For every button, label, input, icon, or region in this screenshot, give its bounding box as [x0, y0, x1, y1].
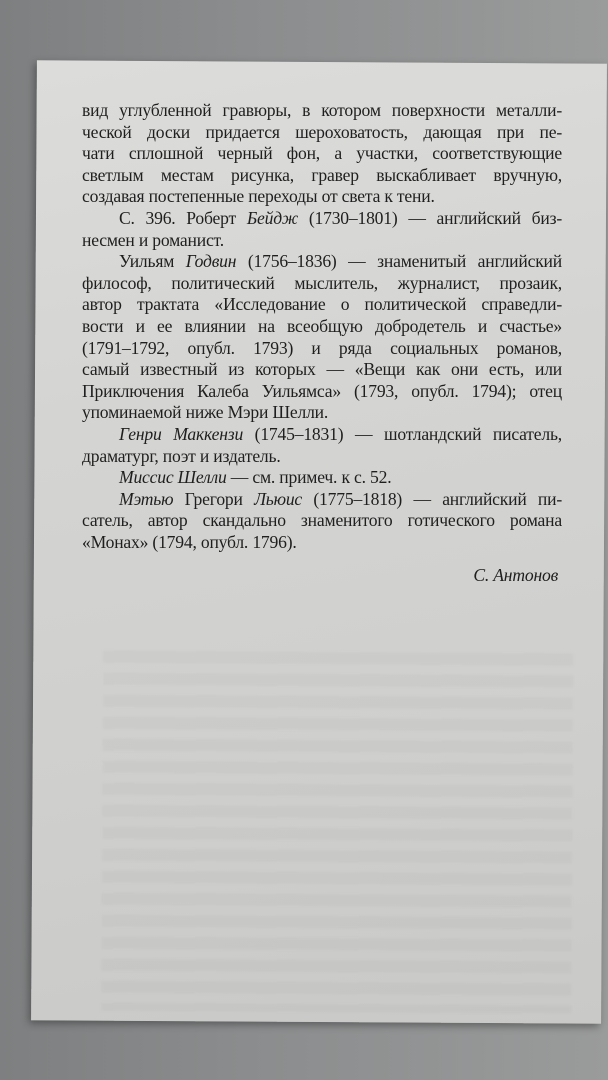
italic-text: Миссис Шелли [119, 467, 227, 488]
text-segment: ческой доски придается шероховатость, дающая при пе- [82, 121, 562, 142]
text-segment: самый известный из которых — «Вещи как они есть, или [82, 359, 562, 380]
text-segment: (1775–1818) — английский пи- [302, 488, 562, 509]
italic-text: Мэтью [119, 488, 174, 509]
text-segment: (1791–1792, опубл. 1793) и ряда социальных романов, [82, 337, 562, 358]
text-line [82, 489, 562, 511]
italic-text: Годвин [185, 251, 237, 272]
text-line [82, 143, 562, 165]
text-segment: С. 396. Роберт [119, 207, 247, 228]
signature: С. Антонов [473, 565, 558, 586]
text-segment: философ, политический мыслитель, журналист, прозаик, [82, 272, 562, 293]
italic-text: Генри Маккензи [119, 423, 244, 444]
show-through-text [101, 651, 573, 1014]
text-segment: «Монах» (1794, опубл. 1796). [82, 531, 297, 552]
text-line [82, 122, 562, 144]
text-segment: (1730–1801) — английский биз- [298, 207, 562, 228]
text-line [82, 381, 562, 403]
text-line [82, 402, 562, 424]
text-line [82, 273, 562, 295]
text-line [82, 294, 562, 316]
text-line [82, 251, 562, 273]
text-segment: создавая постепенные переходы от света к тени. [82, 186, 435, 207]
text-segment: Грегори [173, 488, 255, 509]
text-line [82, 359, 562, 381]
text-line [82, 338, 562, 360]
text-line [82, 208, 562, 230]
text-segment: упоминаемой ниже Мэри Шелли. [82, 402, 329, 423]
text-segment: (1745–1831) — шотландский писатель, [243, 423, 563, 444]
text-segment: вид углубленной гравюры, в котором поверхности металли- [82, 100, 562, 120]
text-line [82, 230, 562, 252]
text-segment: светлым местам рисунка, гравер выскабливает вручную, [82, 164, 562, 185]
text-segment: Уильям [119, 251, 186, 272]
text-segment: вости и ее влиянии на всеобщую добродетель и счастье» [82, 315, 562, 336]
text-line [82, 424, 562, 446]
text-segment: (1756–1836) — знаменитый английский [236, 251, 562, 272]
text-segment: автор трактата «Исследование о политической справедли- [82, 294, 562, 315]
text-segment: драматург, поэт и издатель. [82, 445, 281, 466]
text-line [82, 186, 562, 208]
text-line [82, 532, 562, 554]
text-segment: чати сплошной черный фон, а участки, соответствующие [82, 143, 562, 164]
page-text [82, 100, 562, 587]
text-segment: сатель, автор скандально знаменитого готического романа [82, 510, 562, 531]
text-line [82, 165, 562, 187]
text-line [82, 510, 562, 532]
text-line [82, 467, 562, 489]
text-segment: несмен и романист. [82, 229, 224, 250]
italic-text: Льюис [254, 488, 303, 509]
italic-text: Бейдж [246, 207, 299, 228]
text-line [82, 100, 562, 122]
text-segment: Приключения Калеба Уильямса» (1793, опубл. 1794); отец [82, 380, 562, 401]
text-line [82, 446, 562, 468]
text-line [82, 316, 562, 338]
text-segment: — см. примеч. к с. 52. [226, 467, 392, 488]
